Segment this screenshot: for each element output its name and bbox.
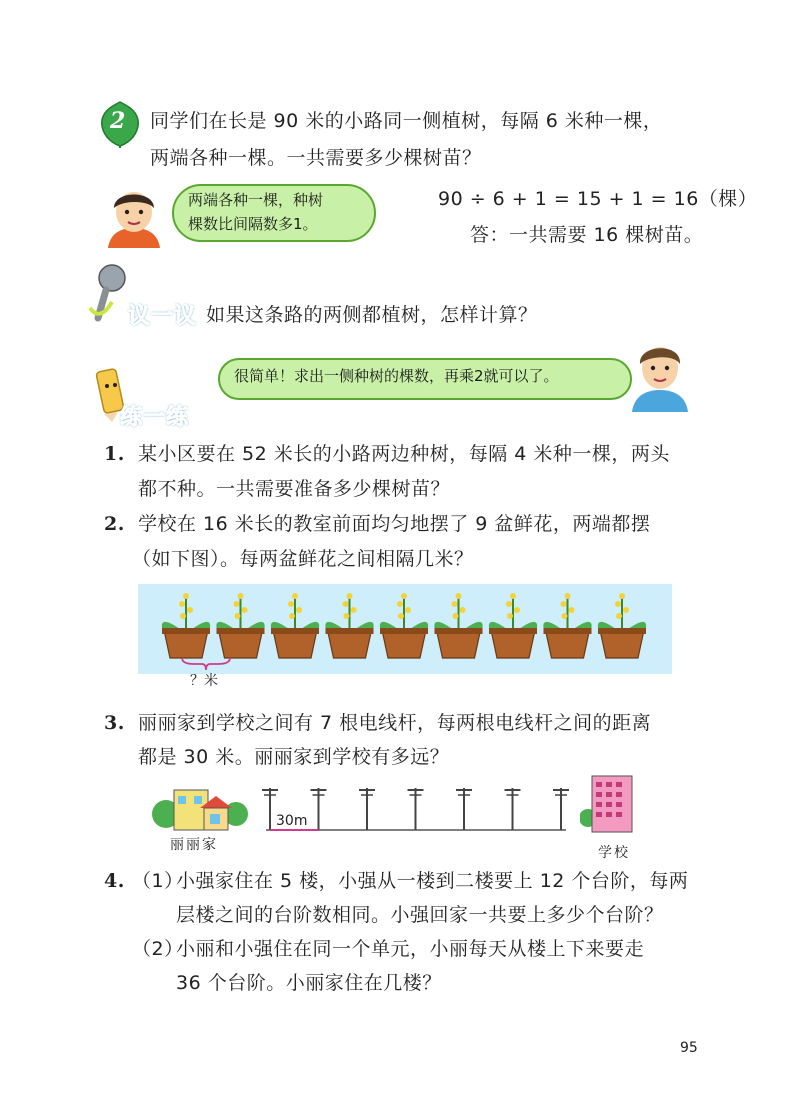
- example-leaf-badge: [98, 100, 142, 148]
- boy-avatar-2: [628, 334, 692, 412]
- power-pole: [505, 788, 521, 830]
- q4-part2-line2: 36 个台阶。小丽家住在几楼？: [176, 972, 442, 994]
- discuss-question: 如果这条路的两侧都植树，怎样计算？: [206, 304, 538, 326]
- speech-bubble-hint: [172, 184, 376, 242]
- flower-pot: [434, 593, 482, 658]
- q1-number: 1.: [104, 443, 125, 465]
- gap-label: ？米: [190, 673, 218, 689]
- flower-pot: [380, 593, 428, 658]
- q4-part1-line2: 层楼之间的台阶数相同。小强回家一共要上多少个台阶？: [176, 904, 664, 926]
- q2-line2: （如下图）。每两盆鲜花之间相隔几米？: [132, 548, 474, 570]
- home-label: 丽丽家: [170, 837, 218, 853]
- discuss-title: 议一议: [128, 304, 198, 329]
- bubble-line1: 两端各种一棵，种树: [188, 191, 324, 209]
- q2-number: 2.: [104, 513, 125, 535]
- power-poles-svg: [256, 784, 576, 838]
- solution-equation: 90 ÷ 6 + 1 = 15 + 1 = 16（棵）: [438, 188, 758, 210]
- q3-number: 3.: [104, 712, 125, 734]
- microphone-icon: [88, 262, 130, 328]
- flower-pot: [325, 593, 373, 658]
- q3-line2: 都是 30 米。丽丽家到学校有多远？: [138, 746, 450, 768]
- q4-part2-number: （2）: [132, 938, 184, 960]
- q1-line2: 都不种。一共需要准备多少棵树苗？: [138, 478, 451, 500]
- q1-line1: 某小区要在 52 米长的小路两边种树，每隔 4 米种一棵，两头: [138, 443, 670, 465]
- speech-bubble-answer: [218, 358, 632, 400]
- example-line1: 同学们在长是 90 米的小路同一侧植树，每隔 6 米种一棵，: [150, 110, 663, 132]
- q2-line1: 学校在 16 米长的教室前面均匀地摆了 9 盆鲜花，两端都摆: [138, 513, 651, 535]
- flower-pot: [598, 593, 646, 658]
- power-pole: [408, 788, 424, 830]
- q4-part1-number: （1）: [132, 870, 184, 892]
- q3-line1: 丽丽家到学校之间有 7 根电线杆，每两根电线杆之间的距离: [138, 712, 652, 734]
- bubble-line2: 棵数比间隔数多1。: [188, 215, 318, 233]
- power-pole: [456, 788, 472, 830]
- q4-part2-line1: 小丽和小强住在同一个单元，小丽每天从楼上下来要走: [176, 938, 645, 960]
- flower-pot: [162, 593, 210, 658]
- flower-pot: [489, 593, 537, 658]
- distance-label: 30m: [276, 813, 308, 829]
- school-building: [580, 772, 642, 834]
- power-pole: [359, 788, 375, 830]
- q4-number: 4.: [104, 870, 125, 892]
- flower-pot: [271, 593, 319, 658]
- example-number: 2: [110, 108, 126, 134]
- boy-avatar: [100, 182, 168, 250]
- flower-pot: [216, 593, 264, 658]
- practice-title: 练一练: [120, 405, 190, 430]
- power-pole: [553, 788, 569, 830]
- school-label: 学校: [598, 845, 630, 861]
- solution-answer: 答：一共需要 16 棵树苗。: [470, 224, 704, 246]
- q4-part1-line1: 小强家住在 5 楼，小强从一楼到二楼要上 12 个台阶，每两: [176, 870, 689, 892]
- power-pole: [311, 788, 327, 830]
- page-number: 95: [680, 1040, 698, 1056]
- home-building: [152, 784, 248, 834]
- discuss-bubble-text: 很简单！求出一侧种树的棵数，再乘2就可以了。: [234, 367, 559, 385]
- flower-pot: [543, 593, 591, 658]
- example-line2: 两端各种一棵。一共需要多少棵树苗？: [150, 147, 482, 169]
